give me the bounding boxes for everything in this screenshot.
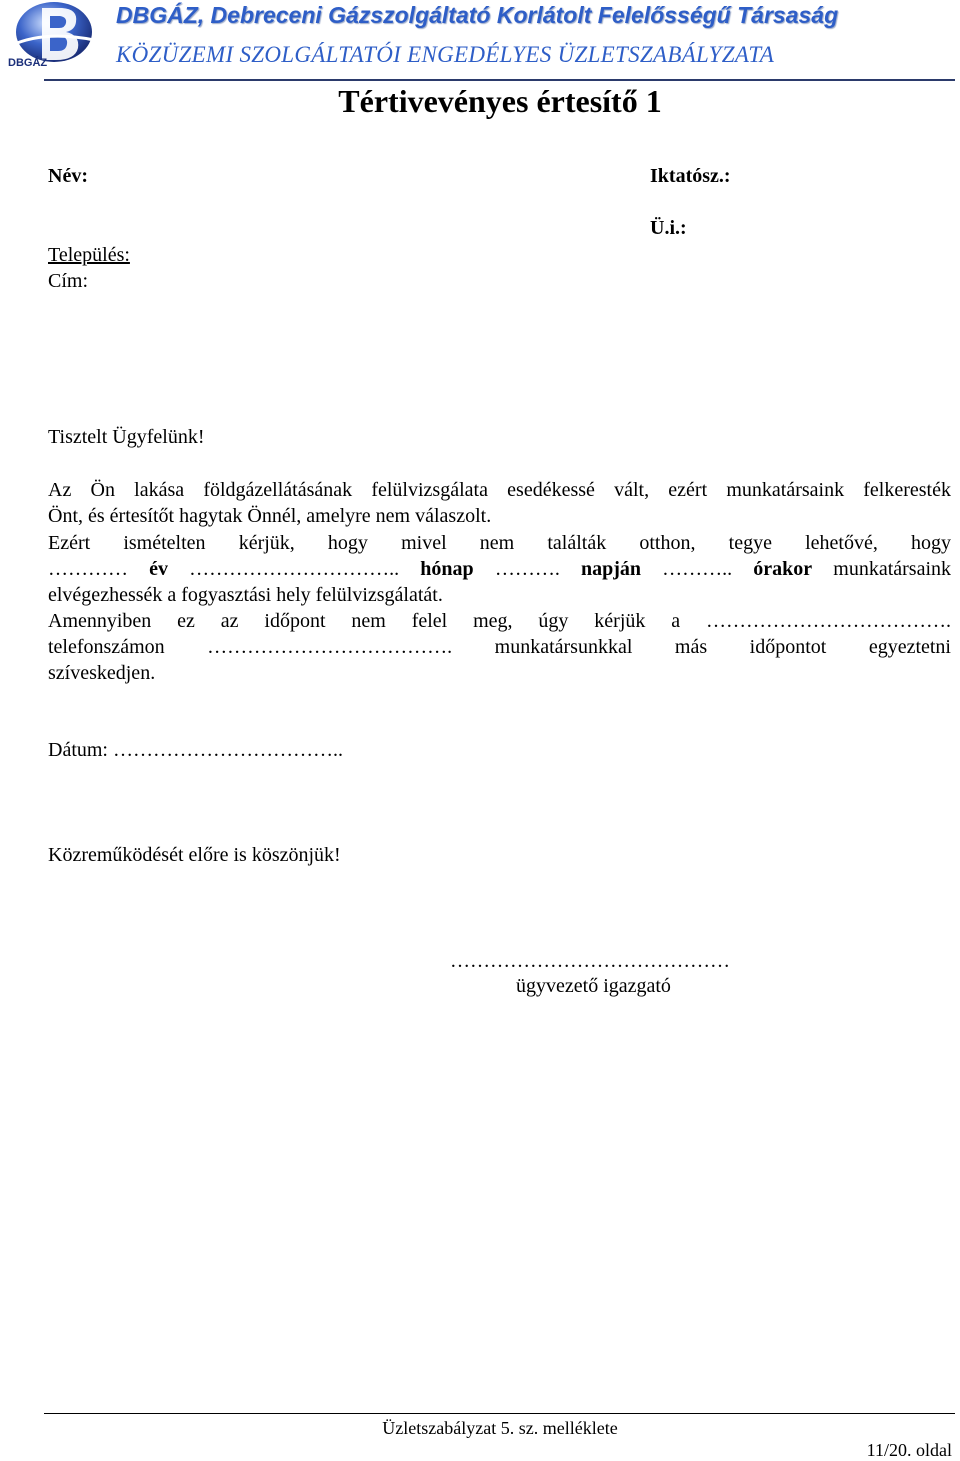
signature-line: …………………………………… [450, 950, 730, 972]
name-label: Név: [48, 165, 88, 187]
paragraph-reschedule-line-3: szíveskedjen. [48, 662, 156, 684]
paragraph-request-line-2-rest: munkatársaink [812, 558, 952, 580]
signature-title: ügyvezető igazgató [516, 975, 671, 997]
paragraph-reschedule-line-2: telefonszámon ………………………………. munkatársunkkal más időpontot egyeztetni [48, 636, 951, 658]
company-name: DBGÁZ, Debreceni Gázszolgáltató Korlátolt Felelősségű Társaság [116, 2, 839, 28]
header-divider [44, 79, 955, 81]
filing-number-label: Iktatósz.: [650, 165, 731, 187]
thanks-line: Közreműködését előre is köszönjük! [48, 844, 341, 866]
settlement-label: Település: [48, 244, 130, 266]
document-title: Tértivevényes értesítő 1 [338, 83, 662, 119]
footer-annex: Üzletszabályzat 5. sz. melléklete [382, 1418, 618, 1438]
day-blank: ………. [473, 558, 581, 580]
paragraph-reschedule-line-1: Amennyiben ez az időpont nem felel meg, úgy kérjük a ………………………………. [48, 610, 951, 632]
month-label: hónap [399, 558, 474, 580]
paragraph-reschedule [48, 608, 951, 686]
day-label: napján [580, 558, 641, 580]
hour-blank: ……….. [640, 558, 754, 580]
paragraph-request-line-2 [48, 556, 951, 582]
greeting: Tisztelt Ügyfelünk! [48, 426, 205, 448]
regulation-subtitle: KÖZÜZEMI SZOLGÁLTATÓI ENGEDÉLYES ÜZLETSZABÁLYZATA [116, 42, 775, 67]
paragraph-request [48, 530, 951, 608]
page-number: 11/20. oldal [866, 1440, 952, 1460]
year-label: év [149, 558, 169, 580]
year-blank: ………… [48, 558, 150, 580]
hour-label: órakor [753, 558, 813, 580]
paragraph-request-line-1: Ezért ismételten kérjük, hogy mivel nem találták otthon, tegye lehetővé, hogy [48, 532, 951, 554]
company-logo [4, 0, 96, 70]
paragraph-request-line-3: elvégezhessék a fogyasztási hely felülvizsgálatát. [48, 584, 443, 606]
month-blank: ………………………….. [168, 558, 400, 580]
address-label: Cím: [48, 270, 89, 292]
footer-divider [44, 1413, 955, 1414]
paragraph-visit-line-2: Önt, és értesítőt hagytak Önnél, amelyre nem válaszolt. [48, 505, 492, 527]
svg-text:DBGÁZ: DBGÁZ [8, 57, 48, 69]
paragraph-visit-line-1: Az Ön lakása földgázellátásának felülvizsgálata esedékessé vált, ezért munkatársaink felkeresték [48, 479, 951, 501]
case-handler-label: Ü.i.: [650, 217, 687, 239]
paragraph-visit [48, 477, 951, 529]
date-line: Dátum: …………………………….. [48, 739, 343, 761]
